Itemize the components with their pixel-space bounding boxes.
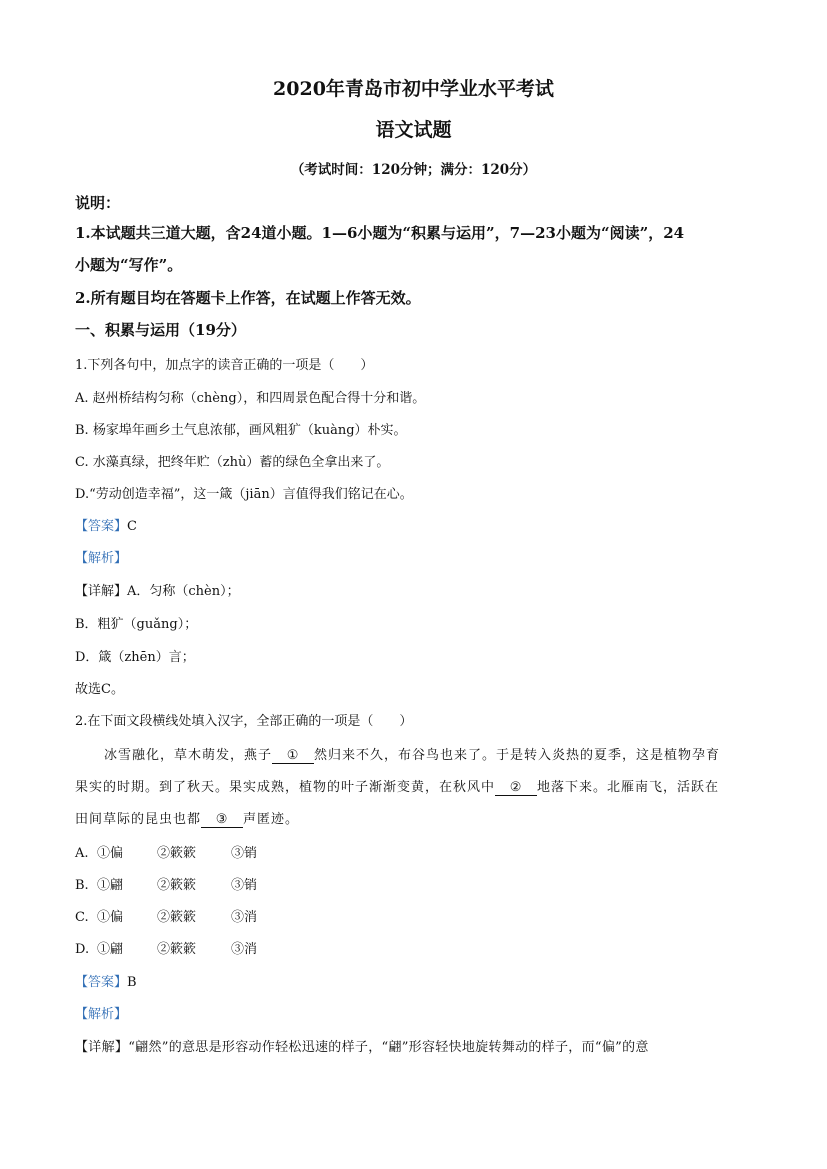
q1-detail-line-1: 【详解】A．匀称（chèn）； [75,584,240,599]
passage-text: 声匿迹。 [243,812,300,827]
option-label: B. [75,878,89,893]
exam-info: （考试时间：120分钟；满分：120分） [290,162,537,178]
q1-detail-line-3: D．箴（zhēn）言； [75,650,195,665]
option-part-1: ①翩 [97,942,124,957]
answer-tag: 【答案】 [75,975,128,990]
q2-option-b [75,874,257,893]
option-part-2: ②簌簌 [157,846,197,861]
q2-passage-line-2 [75,776,719,796]
blank-1: ① [272,748,314,764]
answer-tag: 【答案】 [75,519,128,534]
q1-option-b: B. 杨家埠年画乡土气息浓郁，画风粗犷（kuàng）朴实。 [75,423,407,438]
option-label: D. [75,942,90,957]
option-label: A. [75,846,89,861]
blank-2: ② [495,780,537,796]
q2-option-a [75,842,257,861]
option-part-1: ①偏 [97,910,124,925]
q2-answer [75,971,137,990]
answer-value: C [127,519,137,534]
section-1-heading: 一、积累与运用（19分） [75,321,246,339]
option-part-3: ③销 [231,878,258,893]
passage-text: 冰雪融化，草木萌发，燕子 [104,748,273,763]
q1-detail-line-2: B．粗犷（guǎng）； [75,617,198,632]
option-part-1: ①翩 [97,878,124,893]
passage-text: 田间草际的昆虫也都 [75,812,202,827]
instructions-heading: 说明： [75,194,121,212]
passage-text: 地落下来。北雁南飞，活跃在 [537,780,720,795]
option-part-3: ③消 [231,942,258,957]
q2-analysis-tag: 【解析】 [75,1007,128,1022]
q2-option-d [75,938,257,957]
passage-text: 然归来不久，布谷鸟也来了。于是转入炎热的夏季，这是植物孕育 [314,748,721,763]
exam-title: 2020年青岛市初中学业水平考试 [273,78,554,100]
q2-option-c [75,906,257,925]
option-part-2: ②簌簌 [157,910,197,925]
option-part-3: ③消 [231,910,258,925]
q1-option-d: D.“劳动创造幸福”，这一箴（jiān）言值得我们铭记在心。 [75,487,413,502]
option-part-2: ②簌簌 [157,878,197,893]
q1-option-c: C. 水藻真绿，把终年贮（zhù）蓄的绿色全拿出来了。 [75,455,390,470]
q1-analysis-tag: 【解析】 [75,551,128,566]
passage-text: 果实的时期。到了秋天。果实成熟，植物的叶子渐渐变黄，在秋风中 [75,780,496,795]
instruction-item-1-line-1: 1.本试题共三道大题，含24道小题。1—6小题为“积累与运用”，7—23小题为“阅读”，24 [75,224,685,242]
option-part-3: ③销 [231,846,258,861]
subject-title: 语文试题 [375,119,452,141]
q2-stem: 2.在下面文段横线处填入汉字，全部正确的一项是（ ） [75,714,413,729]
q2-detail: 【详解】“翩然”的意思是形容动作轻松迅速的样子，“翩”形容轻快地旋转舞动的样子，而“偏”的意 [75,1040,649,1055]
blank-3: ③ [201,812,243,828]
q1-detail-line-4: 故选C。 [75,682,124,697]
option-part-1: ①偏 [97,846,124,861]
answer-value: B [127,975,137,990]
option-label: C. [75,910,89,925]
q1-stem: 1.下列各句中，加点字的读音正确的一项是（ ） [75,358,374,373]
option-part-2: ②簌簌 [157,942,197,957]
instruction-item-2: 2.所有题目均在答题卡上作答，在试题上作答无效。 [75,289,421,307]
q2-passage-line-1 [104,744,720,764]
q1-answer [75,515,137,534]
q1-option-a: A. 赵州桥结构匀称（chèng），和四周景色配合得十分和谐。 [75,391,426,406]
q2-passage-line-3 [75,808,299,828]
instruction-item-1-line-2: 小题为“写作”。 [75,256,183,274]
